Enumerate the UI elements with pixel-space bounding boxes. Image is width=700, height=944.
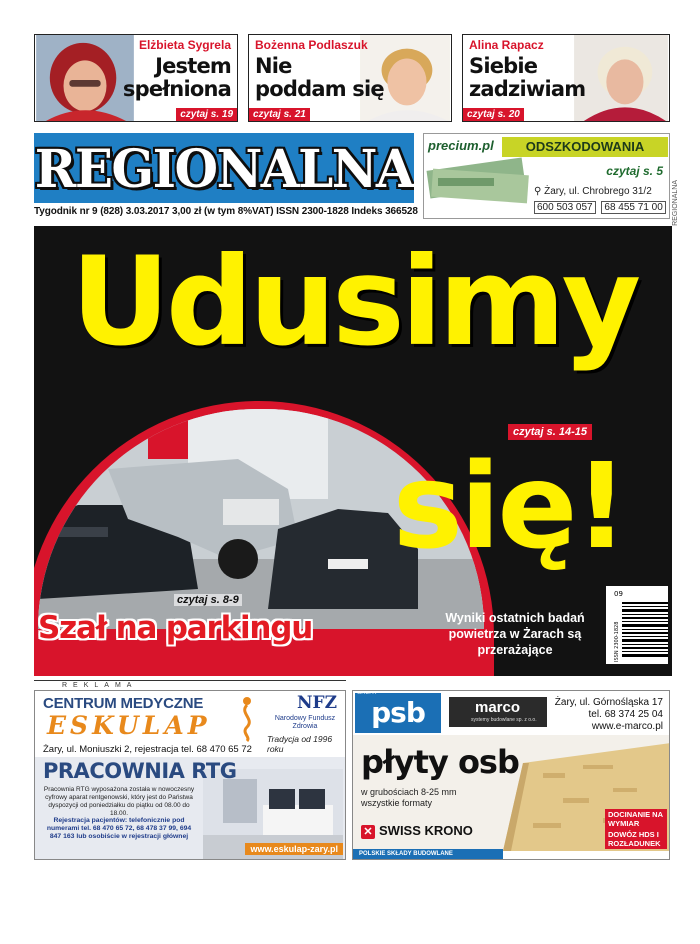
issue-line: Tygodnik nr 9 (828) 3.03.2017 3,00 zł (w tym 8%VAT) ISSN 2300-1828 Indeks 366528 [34, 206, 418, 217]
teaser-author: Bożenna Podlaszuk [255, 38, 368, 52]
precium-phone2: 68 455 71 00 [601, 201, 665, 214]
masthead-logo: REGIONALNA [34, 137, 414, 200]
teaser-title-line2: zadziwiam [469, 77, 586, 101]
main-story[interactable] [34, 226, 672, 676]
osb-thickness: w grubościach 8-25 mm [361, 787, 457, 797]
rtg-description: Pracownia RTG wyposażona została w nowoczesny cyfrowy aparat rentgenowski, który jest do Państwa dyspozycji od poniedziałku do piątku od 08.00 do 18.00. [43, 786, 195, 817]
aesculapius-icon [235, 695, 259, 743]
teaser-title-line1: Siebie [469, 54, 538, 78]
side-credit: REGIONALNA [672, 180, 679, 226]
osb-product: płyty osb [361, 743, 519, 781]
teaser-rapacz[interactable] [462, 34, 670, 122]
precium-phone1: 600 503 057 [534, 201, 596, 214]
teaser-author: Alina Rapacz [469, 38, 544, 52]
osb-formats: wszystkie formaty [361, 798, 433, 808]
main-headline-line1: Udusimy [70, 231, 638, 373]
teaser-czytaj[interactable]: czytaj s. 19 [176, 108, 237, 121]
rtg-title: PRACOWNIA RTG [43, 759, 237, 783]
marco-www[interactable]: www.e-marco.pl [591, 721, 663, 732]
teaser-title-line2: poddam się [255, 77, 384, 101]
swiss-krono-text: SWISS KRONO [379, 823, 473, 838]
portrait-photo [35, 35, 135, 121]
precium-ad[interactable] [423, 133, 670, 219]
osb-details [361, 787, 457, 809]
eskulap-www-link[interactable]: www.eskulap-zary.pl [245, 843, 343, 855]
eskulap-tradition: Tradycja od 1996 roku [267, 734, 333, 754]
nfz-logo: NFZ [296, 693, 338, 713]
precium-address [534, 186, 652, 197]
barcode-issn: ISSN 2300-1828 [614, 621, 620, 662]
psb-grupa: GRUPA [357, 690, 377, 696]
teaser-czytaj[interactable]: czytaj s. 20 [463, 108, 524, 121]
precium-czytaj[interactable]: czytaj s. 5 [606, 164, 663, 178]
psb-footer: POLSKIE SKŁADY BUDOWLANE [353, 849, 503, 859]
nfz-subtitle: Narodowy Fundusz Zdrowia [274, 715, 336, 730]
eskulap-ad[interactable] [34, 690, 346, 860]
portrait-photo [573, 35, 669, 121]
masthead[interactable] [34, 133, 414, 203]
swiss-krono-icon: ✕ [361, 825, 375, 839]
reklama-label: REKLAMA [34, 680, 346, 689]
marco-subtitle: systemy budowlane sp. z o.o. [471, 717, 537, 723]
marco-address: Żary, ul. Górnośląska 17 [554, 697, 663, 708]
teaser-sygrela[interactable] [34, 34, 238, 122]
precium-banner: ODSZKODOWANIA [502, 137, 668, 157]
teaser-podlaszuk[interactable] [248, 34, 452, 122]
service-cutting: DOCINANIE NA WYMIAR [605, 809, 667, 829]
marco-contact [555, 697, 663, 733]
teaser-title-line1: Jestem [155, 54, 231, 78]
photo-czytaj[interactable]: czytaj s. 8-9 [174, 594, 242, 606]
barcode-image [606, 586, 668, 664]
rtg-contact: Rejestracja pacjentów: telefonicznie pod numerami tel. 68 470 65 72, 68 478 37 99, 694 847 163 lub osobiście w rejestracji głównej [46, 817, 192, 840]
teaser-title-line2: spełniona [122, 77, 231, 101]
service-delivery: DOWÓZ HDS I ROZŁADUNEK [605, 829, 667, 849]
location-icon: ⚲ [534, 186, 542, 197]
barcode-digits: 09 [614, 590, 623, 598]
marco-tel: tel. 68 374 25 04 [588, 709, 663, 720]
eskulap-address: Żary, ul. Moniuszki 2, rejestracja tel. 68 470 65 72 [43, 744, 252, 755]
main-dek: Wyniki ostatnich badań powietrza w Żarach są przerażające [445, 611, 585, 657]
teaser-czytaj[interactable]: czytaj s. 21 [249, 108, 310, 121]
barcode [606, 586, 668, 664]
eskulap-name: ESKULAP [47, 711, 211, 740]
teaser-author: Elżbieta Sygrela [138, 38, 231, 52]
psb-marco-ad[interactable] [352, 690, 670, 860]
eskulap-centrum: CENTRUM MEDYCZNE [43, 695, 204, 712]
psb-logo: psb [355, 693, 441, 733]
precium-logo: precium.pl [428, 138, 494, 153]
main-czytaj[interactable]: czytaj s. 14-15 [508, 424, 592, 440]
banknotes-image [424, 156, 532, 206]
sub-headline: Szał na parkingu [38, 610, 313, 646]
marco-logo: marco [449, 697, 547, 727]
precium-phones [534, 202, 669, 213]
swiss-krono-brand [361, 823, 473, 839]
teaser-title-line1: Nie [255, 54, 292, 78]
main-headline-line2: się! [392, 437, 626, 575]
precium-address-text: Żary, ul. Chrobrego 31/2 [544, 186, 652, 197]
